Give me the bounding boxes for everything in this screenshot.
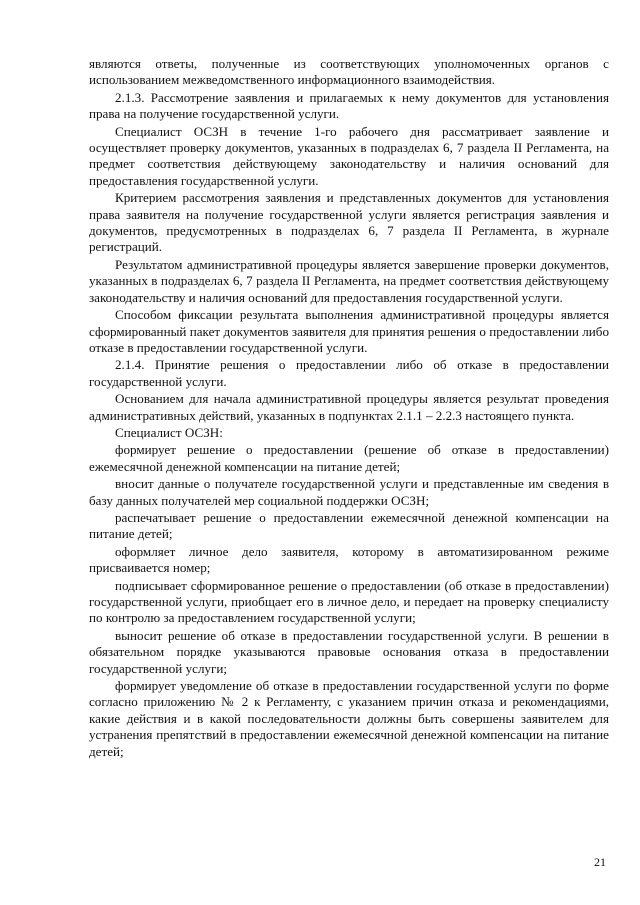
paragraph: Специалист ОСЗН: [115, 424, 223, 440]
paragraph-continuation: являются ответы, полученные из соответствующих уполномоченных органов с использованием межведомственного информационного взаимодействия. [89, 56, 609, 88]
list-item: формирует уведомление об отказе в предоставлении государственной услуги по форме согласно приложению № 2 к Регламенту, с указанием причин отказа и рекомендациями, какие действия и в какой последовательности должны быть совершены заявителем для устранения препятствий в предоставлении ежемесячной денежной компенсации на питание детей; [89, 678, 609, 759]
paragraph: Результатом административной процедуры является завершение проверки документов, указанных в подразделах 6, 7 раздела II Регламента, на предмет соответствия действующему законодательству и наличия оснований для предоставления государственной услуги. [89, 256, 609, 305]
document-body [89, 56, 609, 761]
list-item: подписывает сформированное решение о предоставлении (об отказе в предоставлении) государственной услуги, приобщает его в личное дело, и передает на проверку специалисту по контролю за предоставлением государственной услуги; [89, 577, 609, 626]
section-heading-2-1-4: 2.1.4. Принятие решения о предоставлении либо об отказе в предоставлении государственной услуги. [89, 357, 609, 389]
list-item: формирует решение о предоставлении (решение об отказе в предоставлении) ежемесячной денежной компенсации на питание детей; [89, 442, 609, 474]
list-item: вносит данные о получателе государственной услуги и представленные им сведения в базу данных получателей мер социальной поддержки ОСЗН; [89, 476, 609, 508]
paragraph: Основанием для начала административной процедуры является результат проведения административных действий, указанных в подпунктах 2.1.1 – 2.2.3 настоящего пункта. [89, 391, 609, 423]
page-number: 21 [594, 855, 606, 869]
paragraph: Специалист ОСЗН в течение 1-го рабочего дня рассматривает заявление и осуществляет проверку документов, указанных в подразделах 6, 7 раздела II Регламента, на предмет соответствия действующему законодательству и наличия оснований для предоставления государственной услуги. [89, 123, 609, 188]
list-item: выносит решение об отказе в предоставлении государственной услуги. В решении в обязательном порядке указываются правовые основания отказа в предоставлении государственной услуги; [89, 627, 609, 676]
list-item: распечатывает решение о предоставлении ежемесячной денежной компенсации на питание детей; [89, 509, 609, 542]
list-item: оформляет личное дело заявителя, которому в автоматизированном режиме присваивается номер; [89, 543, 609, 576]
paragraph: Способом фиксации результата выполнения административной процедуры является сформированный пакет документов заявителя для принятия решения о предоставлении либо отказе в предоставлении государственной услуги. [89, 307, 609, 355]
section-heading-2-1-3: 2.1.3. Рассмотрение заявления и прилагаемых к нему документов для установления права на получение государственной услуги. [89, 89, 609, 122]
paragraph: Критерием рассмотрения заявления и представленных документов для установления права заявителя на получение государственной услуги является регистрация заявления и документов, предусмотренных в подразделах 6, 7 раздела II Регламента, в журнале регистраций. [89, 190, 609, 255]
